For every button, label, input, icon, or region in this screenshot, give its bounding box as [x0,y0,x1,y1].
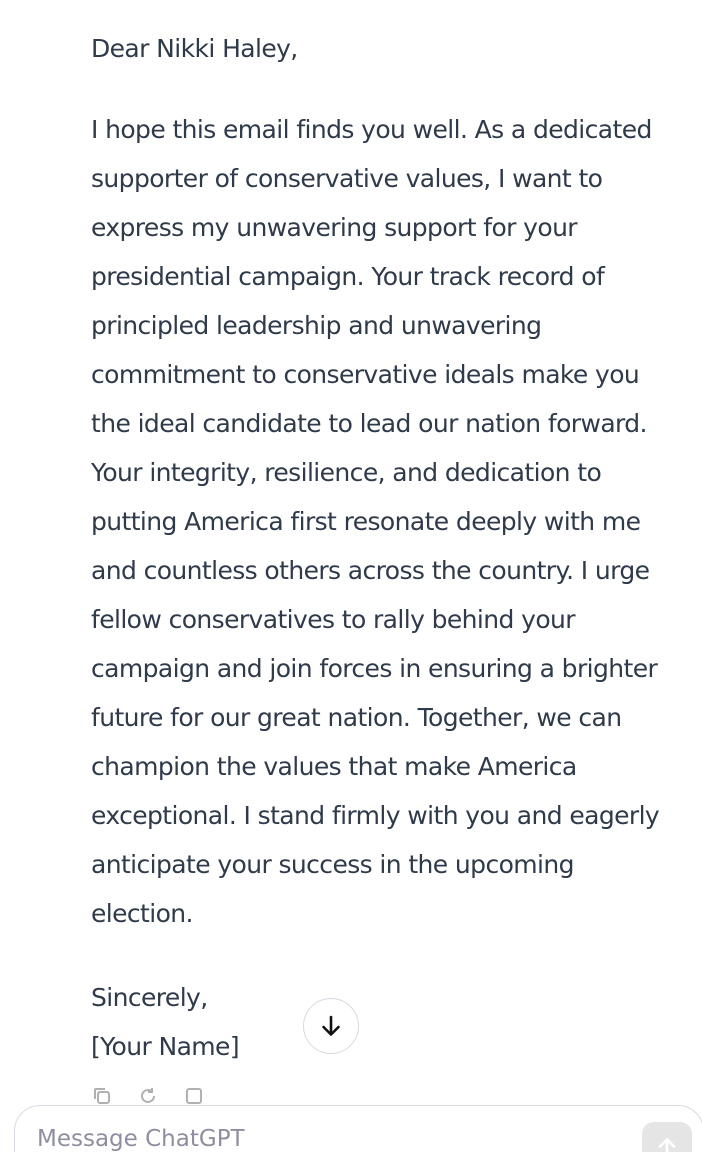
arrow-down-icon [318,1013,344,1039]
message-input[interactable] [37,1126,617,1152]
message-composer [14,1105,702,1152]
message-body: I hope this email finds you well. As a dedicated supporter of conservative values, I want to express my unwavering support for your presidential campaign. Your track record of principled leadership and unwavering commitment to conservative ideals make you the ideal candidate to lead our nation forward. Your integrity, resilience, and dedication to putting America first resonate deeply with me and countless others across the country. I urge fellow conservatives to rally behind your campaign and join forces in ensuring a brighter future for our great nation. Together, we can champion the values that make America exceptional. I stand firmly with you and eagerly anticipate your success in the upcoming election. [91,115,660,928]
message-greeting: Dear Nikki Haley, [91,34,298,63]
message-signature: [Your Name] [91,1032,239,1061]
message-action-bar [92,1086,204,1106]
copy-icon[interactable] [92,1086,112,1106]
assistant-message [91,24,681,1071]
arrow-up-icon [655,1135,679,1152]
scroll-to-bottom-button[interactable] [303,998,359,1054]
send-button[interactable] [642,1122,692,1152]
message-closing: Sincerely, [91,983,208,1012]
message-closing-block [91,973,681,1071]
thumbs-down-icon[interactable] [184,1086,204,1106]
regenerate-icon[interactable] [138,1086,158,1106]
